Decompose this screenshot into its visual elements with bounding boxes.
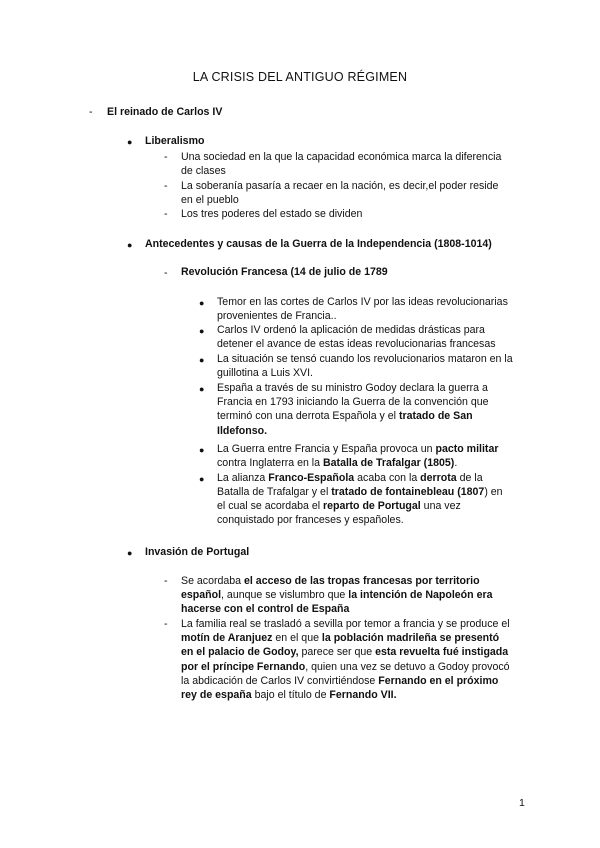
liberalismo-item-1-line2: de clases	[181, 165, 226, 177]
bullet-icon: ●	[127, 548, 133, 558]
heading-liberalismo: Liberalismo	[145, 135, 205, 147]
bullet-alianza-line2: Batalla de Trafalgar y el tratado de fontainebleau (1807) en	[217, 486, 503, 498]
bullet-espana-line2: Francia en 1793 iniciando la Guerra de la convención que	[217, 396, 489, 408]
bullet-alianza-line3: el cual se acordaba el reparto de Portugal una vez	[217, 500, 461, 512]
subheading-revolucion-francesa: Revolución Francesa (14 de julio de 1789	[181, 266, 388, 278]
bullet-guerra-line1: La Guerra entre Francia y España provoca un pacto militar	[217, 443, 499, 455]
bullet-alianza-line4: conquistado por franceses y españoles.	[217, 514, 404, 526]
bullet-icon: ●	[199, 326, 205, 336]
bullet-icon: ●	[199, 384, 205, 394]
dash-marker: -	[164, 267, 168, 279]
bullet-temor-line2: provenientes de Francia..	[217, 310, 337, 322]
page-title: LA CRISIS DEL ANTIGUO RÉGIMEN	[192, 70, 408, 84]
liberalismo-item-1-line1: Una sociedad en la que la capacidad económica marca la diferencia	[181, 151, 502, 163]
liberalismo-item-2-line2: en el pueblo	[181, 194, 239, 206]
bullet-situacion-line1: La situación se tensó cuando los revolucionarios mataron en la	[217, 353, 513, 365]
dash-marker: -	[164, 151, 168, 163]
liberalismo-item-2-line1: La soberanía pasaría a recaer en la nación, es decir,el poder reside	[181, 180, 499, 192]
invasion-p2-line2: motín de Aranjuez en el que la población madrileña se presentó	[181, 632, 500, 644]
dash-marker: -	[164, 618, 168, 630]
liberalismo-item-3: Los tres poderes del estado se dividen	[181, 208, 363, 220]
heading-antecedentes: Antecedentes y causas de la Guerra de la Independencia (1808-1014)	[145, 238, 492, 250]
bullet-espana-line4: Ildefonso.	[217, 425, 268, 437]
bullet-icon: ●	[199, 474, 205, 484]
bullet-espana-line3: terminó con una derrota Española y el tratado de San	[217, 410, 473, 422]
dash-marker: -	[89, 106, 93, 118]
bullet-guerra-line2: contra Inglaterra en la Batalla de Trafalgar (1805).	[217, 457, 458, 469]
bullet-icon: ●	[127, 137, 133, 147]
bullet-icon: ●	[199, 445, 205, 455]
invasion-p1-line1: Se acordaba el acceso de las tropas francesas por territorio	[181, 575, 480, 587]
bullet-carlos-line2: detener el avance de estas ideas revolucionarias francesas	[217, 338, 496, 350]
bullet-icon: ●	[199, 355, 205, 365]
bullet-icon: ●	[127, 240, 133, 250]
bullet-temor-line1: Temor en las cortes de Carlos IV por las ideas revolucionarias	[217, 296, 508, 308]
invasion-p2-line3: en el palacio de Godoy, parece ser que esta revuelta fué instigada	[181, 646, 509, 658]
invasion-p1-line2: español, aunque se vislumbro que la intención de Napoleón era	[181, 589, 493, 601]
heading-invasion-portugal: Invasión de Portugal	[145, 546, 250, 558]
page-number: 1	[519, 797, 525, 809]
invasion-p2-line6: rey de españa bajo el título de Fernando VII.	[181, 689, 397, 701]
invasion-p1-line3: hacerse con el control de España	[181, 603, 350, 615]
invasion-p2-line1: La familia real se trasladó a sevilla por temor a francia y se produce el	[181, 618, 510, 630]
bullet-alianza-line1: La alianza Franco-Española acaba con la derrota de la	[217, 472, 483, 484]
bullet-carlos-line1: Carlos IV ordenó la aplicación de medidas drásticas para	[217, 324, 485, 336]
bullet-situacion-line2: guillotina a Luis XVI.	[217, 367, 313, 379]
section-heading-carlos-iv: El reinado de Carlos IV	[107, 106, 223, 118]
dash-marker: -	[164, 180, 168, 192]
invasion-p2-line5: la abdicación de Carlos IV convirtiéndose Fernando en el próximo	[181, 675, 499, 687]
bullet-icon: ●	[199, 298, 205, 308]
bullet-espana-line1: España a través de su ministro Godoy declara la guerra a	[217, 382, 488, 394]
invasion-p2-line4: por el príncipe Fernando, quien una vez se detuvo a Godoy provocó	[181, 661, 510, 673]
dash-marker: -	[164, 575, 168, 587]
dash-marker: -	[164, 208, 168, 220]
